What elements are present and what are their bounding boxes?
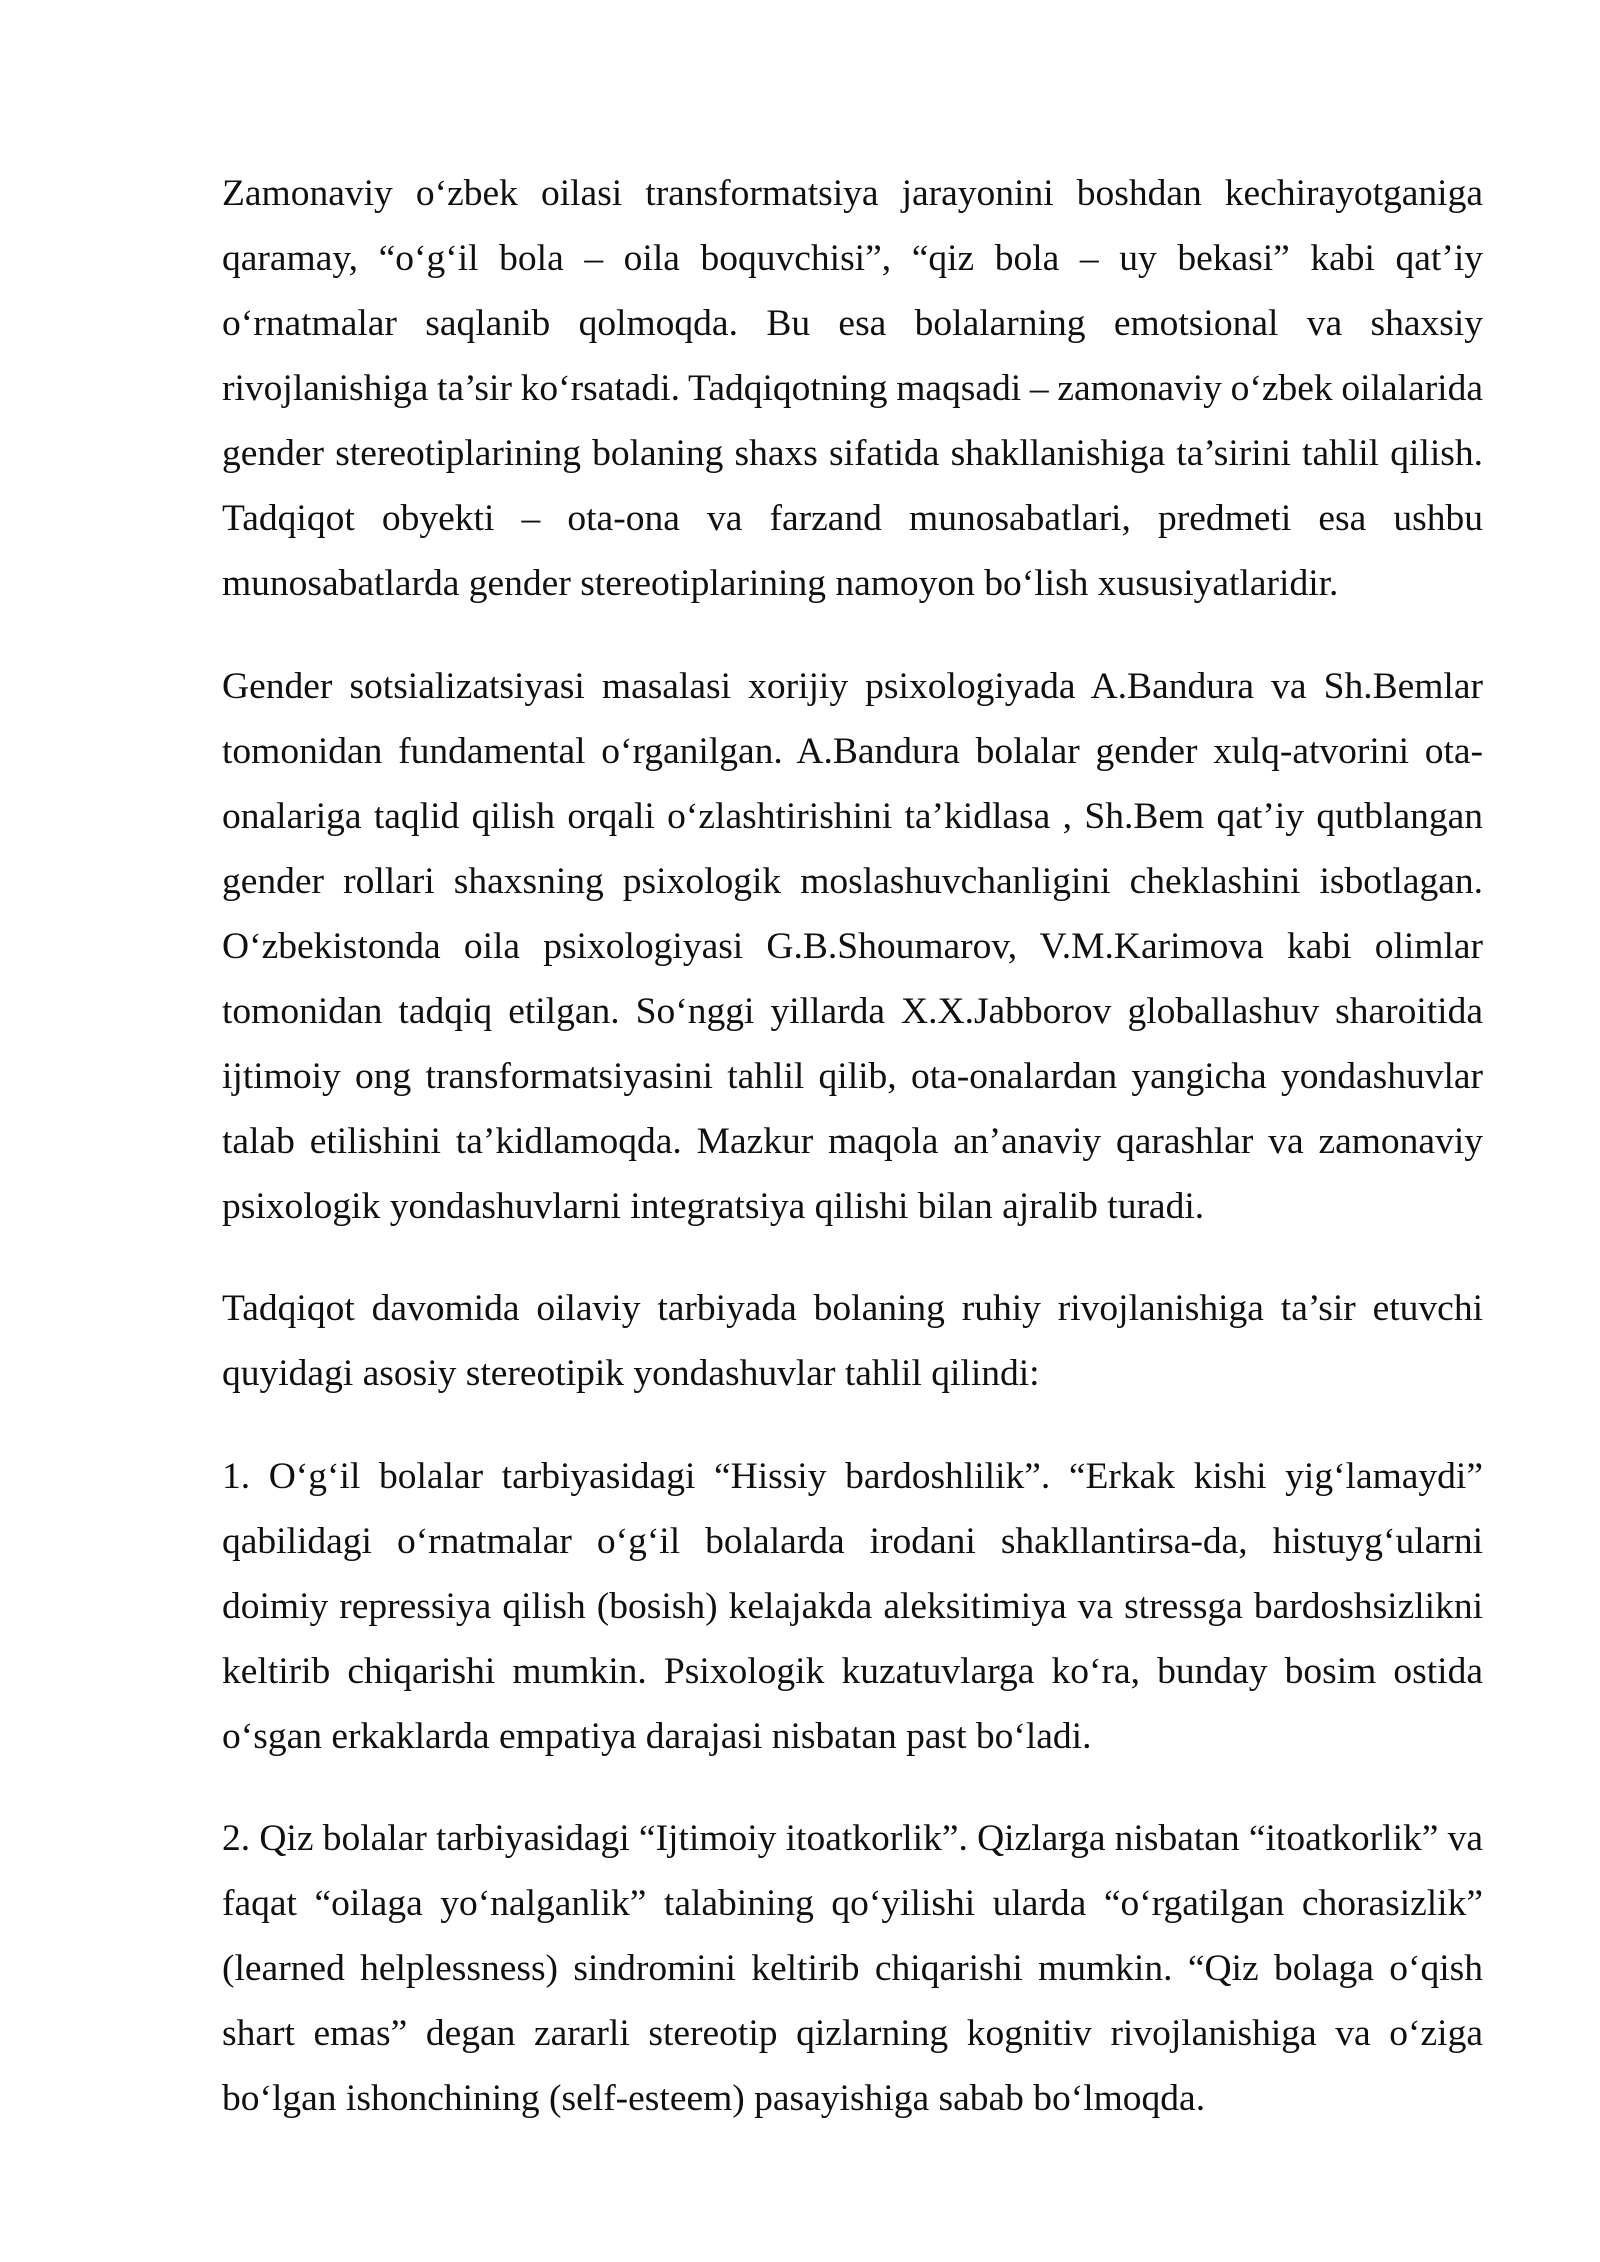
text-content [222, 141, 1483, 2169]
text-line: o‘sgan erkaklarda empatiya darajasi nisbatan past bo‘ladi. [222, 1715, 1092, 1757]
text-line: o‘rnatmalar saqlanib qolmoqda. Bu esa bolalarning emotsional va shaxsiy [222, 303, 1483, 344]
text-line: O‘zbekistonda oila psixologiyasi G.B.Shoumarov, V.M.Karimova kabi olimlar [222, 925, 1483, 967]
text-line: 2. Qiz bolalar tarbiyasidagi “Ijtimoiy itoatkorlik”. Qizlarga nisbatan “itoatkorlik” va [222, 1818, 1483, 1859]
text-line: tomonidan tadqiq etilgan. So‘nggi yillarda X.X.Jabborov globallashuv sharoitida [222, 990, 1483, 1032]
text-line: 1. O‘g‘il bolalar tarbiyasidagi “Hissiy bardoshlilik”. “Erkak kishi yig‘lamaydi” [222, 1455, 1483, 1497]
text-line: munosabatlarda gender stereotiplarining namoyon bo‘lish xususiyatlaridir. [222, 563, 1339, 604]
text-line: shart emas” degan zararli stereotip qizlarning kognitiv rivojlanishiga va o‘ziga [222, 2013, 1483, 2054]
text-line: faqat “oilaga yo‘nalganlik” talabining qo‘yilishi ularda “o‘rgatilgan chorasizlik” [222, 1883, 1483, 1924]
text-line: gender rollari shaxsning psixologik moslashuvchanligini cheklashini isbotlagan. [222, 860, 1483, 902]
text-line: (learned helplessness) sindromini keltirib chiqarishi mumkin. “Qiz bolaga o‘qish [222, 1948, 1483, 1989]
text-line: Tadqiqot obyekti – ota-ona va farzand munosabatlari, predmeti esa ushbu [222, 498, 1483, 539]
text-line: qaramay, “o‘g‘il bola – oila boquvchisi”, “qiz bola – uy bekasi” kabi qat’iy [222, 238, 1483, 279]
text-line: onalariga taqlid qilish orqali o‘zlashtirishini ta’kidlasa , Sh.Bem qat’iy qutblangan [222, 795, 1483, 837]
text-line: rivojlanishiga ta’sir ko‘rsatadi. Tadqiqotning maqsadi – zamonaviy o‘zbek oilalarida [222, 368, 1483, 409]
text-line: tomonidan fundamental o‘rganilgan. A.Bandura bolalar gender xulq-atvorini ota- [222, 730, 1483, 772]
text-line: Zamonaviy o‘zbek oilasi transformatsiya jarayonini boshdan kechirayotganiga [222, 173, 1483, 214]
text-line: gender stereotiplarining bolaning shaxs sifatida shakllanishiga ta’sirini tahlil qilish. [222, 433, 1483, 474]
text-line: quyidagi asosiy stereotipik yondashuvlar tahlil qilindi: [222, 1353, 1040, 1394]
text-line: Gender sotsializatsiyasi masalasi xorijiy psixologiyada A.Bandura va Sh.Bemlar [222, 665, 1483, 707]
text-line: talab etilishini ta’kidlamoqda. Mazkur maqola an’anaviy qarashlar va zamonaviy [222, 1120, 1483, 1162]
text-line: doimiy repressiya qilish (bosish) kelajakda aleksitimiya va stressga bardoshsizlikni [222, 1585, 1483, 1627]
text-line: Tadqiqot davomida oilaviy tarbiyada bolaning ruhiy rivojlanishiga ta’sir etuvchi [222, 1288, 1483, 1329]
text-line: psixologik yondashuvlarni integratsiya qilishi bilan ajralib turadi. [222, 1185, 1205, 1227]
text-line: ijtimoiy ong transformatsiyasini tahlil qilib, ota-onalardan yangicha yondashuvlar [222, 1055, 1483, 1097]
text-line: qabilidagi o‘rnatmalar o‘g‘il bolalarda irodani shakllantirsa-da, histuyg‘ularni [222, 1520, 1483, 1562]
text-line: keltirib chiqarishi mumkin. Psixologik kuzatuvlarga ko‘ra, bunday bosim ostida [222, 1650, 1483, 1692]
text-line: bo‘lgan ishonchining (self-esteem) pasayishiga sabab bo‘lmoqda. [222, 2078, 1206, 2119]
